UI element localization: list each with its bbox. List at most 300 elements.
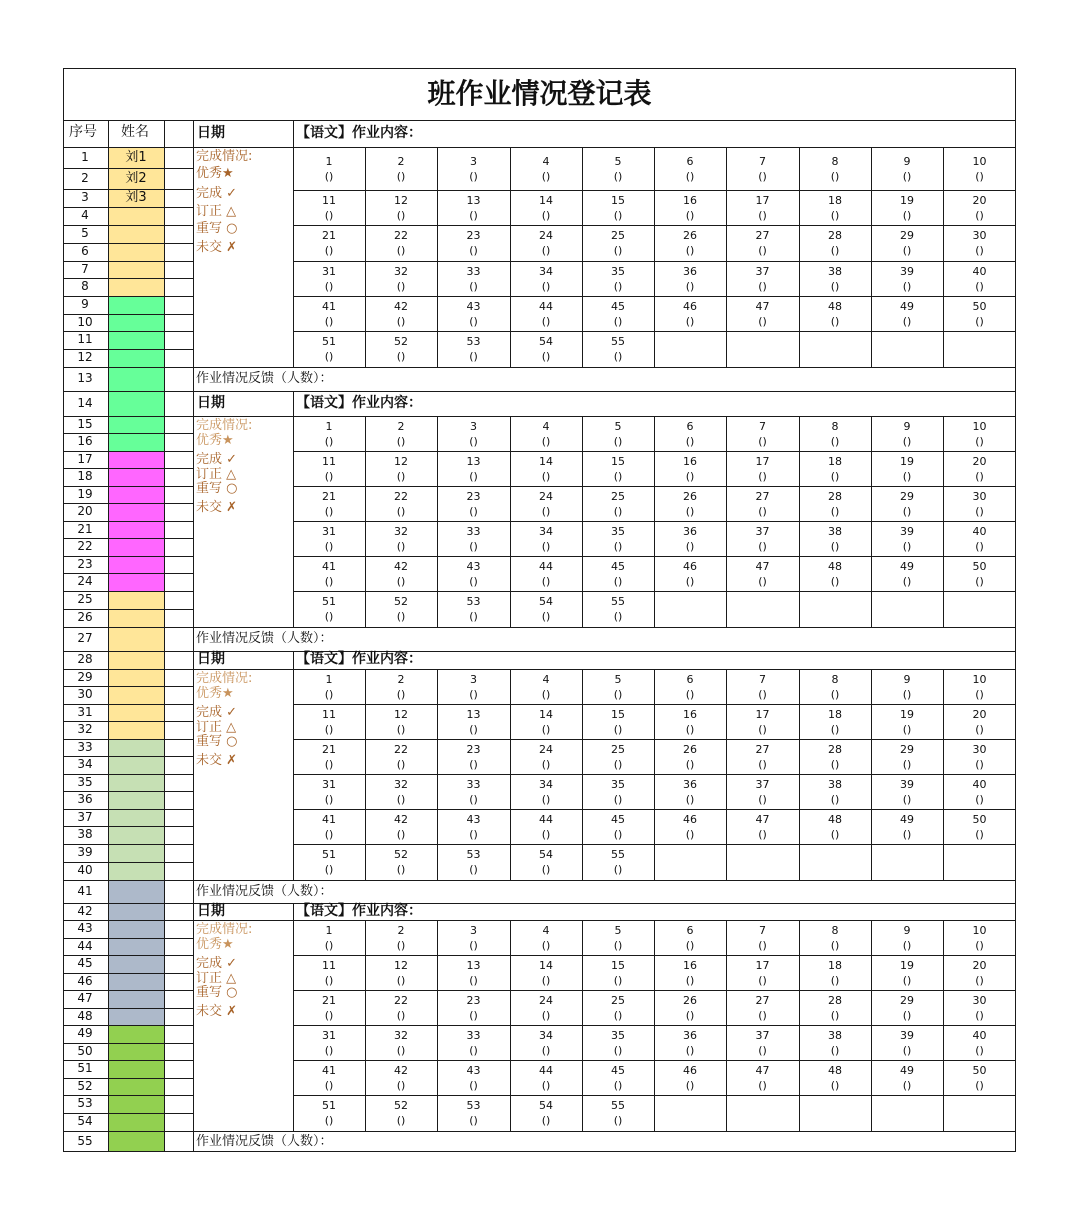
homework-cell[interactable] (871, 419, 943, 449)
homework-mark: () (541, 1078, 551, 1092)
homework-cell[interactable] (365, 299, 437, 329)
homework-cell[interactable] (726, 454, 799, 484)
homework-cell[interactable] (943, 1063, 1016, 1093)
homework-cell[interactable] (293, 847, 365, 877)
homework-cell[interactable] (582, 334, 654, 364)
homework-cell[interactable] (726, 524, 799, 554)
homework-cell[interactable] (799, 193, 871, 223)
homework-cell[interactable] (943, 419, 1016, 449)
homework-cell[interactable] (871, 454, 943, 484)
homework-cell[interactable] (293, 299, 365, 329)
homework-cell[interactable] (582, 154, 654, 184)
homework-cell[interactable] (654, 524, 726, 554)
legend-item: 未交 ✗ (196, 1004, 238, 1019)
homework-cell[interactable] (293, 594, 365, 624)
grid-col-line (582, 669, 583, 880)
homework-cell[interactable] (510, 193, 582, 223)
homework-cell[interactable] (582, 594, 654, 624)
homework-cell[interactable] (365, 559, 437, 589)
homework-cell[interactable] (943, 559, 1016, 589)
homework-cell[interactable] (871, 707, 943, 737)
homework-number: 40 (972, 777, 987, 791)
homework-cell[interactable] (293, 264, 365, 294)
homework-cell[interactable] (293, 489, 365, 519)
homework-cell[interactable] (365, 1063, 437, 1093)
homework-cell[interactable] (726, 672, 799, 702)
homework-cell[interactable] (654, 454, 726, 484)
homework-cell[interactable] (871, 264, 943, 294)
homework-cell[interactable] (654, 264, 726, 294)
homework-cell[interactable] (293, 777, 365, 807)
homework-cell[interactable] (510, 812, 582, 842)
homework-mark: () (830, 539, 840, 553)
homework-cell[interactable] (510, 707, 582, 737)
homework-cell[interactable] (799, 489, 871, 519)
student-name[interactable]: 刘2 (125, 170, 147, 186)
homework-cell[interactable] (943, 264, 1016, 294)
homework-mark: () (541, 350, 551, 363)
homework-cell[interactable] (293, 923, 365, 953)
homework-cell[interactable] (365, 1098, 437, 1128)
homework-cell[interactable] (293, 958, 365, 988)
homework-cell[interactable] (437, 1098, 510, 1128)
homework-cell[interactable] (943, 524, 1016, 554)
homework-cell[interactable] (654, 228, 726, 258)
homework-cell[interactable] (654, 923, 726, 953)
homework-cell[interactable] (799, 993, 871, 1023)
homework-cell[interactable] (943, 193, 1016, 223)
homework-mark: () (975, 314, 984, 328)
homework-cell[interactable] (799, 1028, 871, 1058)
homework-cell[interactable] (726, 993, 799, 1023)
homework-cell[interactable] (437, 334, 510, 364)
homework-number: 51 (322, 335, 336, 348)
homework-cell[interactable] (510, 742, 582, 772)
homework-cell[interactable] (293, 1028, 365, 1058)
homework-number: 41 (322, 559, 336, 573)
homework-cell[interactable] (726, 812, 799, 842)
homework-cell[interactable] (293, 334, 365, 364)
homework-cell[interactable] (582, 524, 654, 554)
homework-cell[interactable] (654, 707, 726, 737)
homework-cell[interactable] (437, 559, 510, 589)
homework-mark: () (758, 973, 767, 987)
homework-number: 17 (755, 454, 770, 468)
homework-cell[interactable] (293, 742, 365, 772)
homework-cell[interactable] (510, 419, 582, 449)
homework-cell[interactable] (943, 228, 1016, 258)
homework-cell[interactable] (437, 1063, 510, 1093)
homework-cell[interactable] (437, 419, 510, 449)
homework-cell[interactable] (582, 923, 654, 953)
homework-mark: () (613, 244, 623, 257)
homework-cell[interactable] (293, 559, 365, 589)
homework-cell[interactable] (365, 264, 437, 294)
homework-cell[interactable] (654, 1063, 726, 1093)
homework-mark: () (541, 279, 551, 293)
homework-mark: () (469, 314, 478, 328)
grid-col-line (582, 920, 583, 1131)
homework-cell[interactable] (582, 264, 654, 294)
homework-cell[interactable] (943, 489, 1016, 519)
homework-cell[interactable] (726, 154, 799, 184)
homework-cell[interactable] (654, 812, 726, 842)
homework-cell[interactable] (726, 1063, 799, 1093)
homework-mark: () (685, 314, 695, 328)
homework-number: 39 (900, 524, 914, 538)
grid-col-line (654, 669, 655, 880)
homework-cell[interactable] (582, 777, 654, 807)
grid-col-line (582, 416, 583, 627)
homework-cell[interactable] (654, 299, 726, 329)
homework-mark: () (324, 574, 334, 588)
homework-cell[interactable] (726, 777, 799, 807)
homework-cell[interactable] (510, 1028, 582, 1058)
homework-cell[interactable] (654, 672, 726, 702)
homework-cell[interactable] (582, 299, 654, 329)
homework-cell[interactable] (799, 228, 871, 258)
homework-cell[interactable] (799, 299, 871, 329)
homework-mark: () (396, 244, 406, 257)
homework-cell[interactable] (437, 1028, 510, 1058)
homework-cell[interactable] (437, 154, 510, 184)
homework-mark: () (396, 1008, 406, 1022)
homework-cell[interactable] (871, 1063, 943, 1093)
homework-cell[interactable] (365, 489, 437, 519)
homework-cell[interactable] (726, 489, 799, 519)
homework-cell[interactable] (871, 923, 943, 953)
homework-cell[interactable] (510, 847, 582, 877)
homework-cell[interactable] (943, 993, 1016, 1023)
homework-mark: () (541, 973, 551, 987)
homework-cell[interactable] (293, 812, 365, 842)
homework-mark: () (902, 169, 912, 183)
homework-cell[interactable] (510, 559, 582, 589)
homework-cell[interactable] (293, 672, 365, 702)
student-number: 4 (81, 208, 89, 222)
homework-cell[interactable] (799, 777, 871, 807)
homework-cell[interactable] (293, 707, 365, 737)
homework-cell[interactable] (510, 489, 582, 519)
student-name[interactable]: 刘1 (125, 149, 147, 165)
homework-cell[interactable] (726, 264, 799, 294)
homework-cell[interactable] (943, 777, 1016, 807)
homework-mark: () (396, 827, 406, 841)
homework-number: 8 (831, 923, 839, 937)
homework-cell[interactable] (726, 299, 799, 329)
homework-cell[interactable] (365, 993, 437, 1023)
homework-cell[interactable] (582, 812, 654, 842)
homework-mark: () (758, 469, 767, 483)
homework-cell[interactable] (365, 594, 437, 624)
homework-cell[interactable] (871, 993, 943, 1023)
homework-cell[interactable] (510, 1098, 582, 1128)
homework-cell[interactable] (943, 299, 1016, 329)
homework-cell[interactable] (365, 847, 437, 877)
homework-number: 4 (542, 419, 550, 433)
homework-cell[interactable] (437, 847, 510, 877)
homework-cell[interactable] (437, 812, 510, 842)
homework-cell[interactable] (871, 777, 943, 807)
homework-mark: () (469, 863, 478, 876)
homework-number: 21 (322, 489, 336, 503)
homework-cell[interactable] (293, 154, 365, 184)
homework-number: 31 (322, 1028, 336, 1042)
homework-cell[interactable] (582, 672, 654, 702)
homework-cell[interactable] (293, 193, 365, 223)
homework-cell[interactable] (654, 742, 726, 772)
homework-cell[interactable] (799, 1063, 871, 1093)
homework-cell[interactable] (293, 228, 365, 258)
homework-cell[interactable] (293, 524, 365, 554)
homework-cell[interactable] (582, 1028, 654, 1058)
homework-cell[interactable] (437, 958, 510, 988)
homework-number: 10 (972, 923, 987, 937)
grid-col-line (871, 669, 872, 880)
homework-cell[interactable] (293, 1098, 365, 1128)
homework-cell[interactable] (437, 454, 510, 484)
homework-cell[interactable] (365, 334, 437, 364)
subject-content-label: 【语文】作业内容： (296, 394, 422, 411)
homework-cell[interactable] (510, 454, 582, 484)
homework-cell[interactable] (654, 993, 726, 1023)
homework-cell[interactable] (293, 993, 365, 1023)
subject-content-label: 【语文】作业内容： (296, 651, 422, 667)
homework-cell[interactable] (654, 193, 726, 223)
homework-cell[interactable] (582, 847, 654, 877)
homework-cell[interactable] (437, 742, 510, 772)
homework-cell[interactable] (365, 524, 437, 554)
homework-cell[interactable] (654, 154, 726, 184)
homework-cell[interactable] (871, 524, 943, 554)
homework-cell[interactable] (871, 489, 943, 519)
homework-cell[interactable] (437, 707, 510, 737)
homework-cell[interactable] (437, 777, 510, 807)
homework-cell[interactable] (365, 812, 437, 842)
homework-cell[interactable] (582, 489, 654, 519)
homework-mark: () (975, 169, 984, 183)
homework-mark: () (830, 792, 840, 806)
homework-number: 42 (394, 299, 408, 313)
homework-cell[interactable] (943, 923, 1016, 953)
homework-cell[interactable] (799, 707, 871, 737)
homework-number: 29 (900, 993, 914, 1007)
homework-mark: () (685, 539, 695, 553)
homework-cell[interactable] (871, 193, 943, 223)
homework-cell[interactable] (654, 559, 726, 589)
homework-cell[interactable] (943, 1028, 1016, 1058)
homework-cell[interactable] (871, 958, 943, 988)
student-name[interactable]: 刘3 (125, 190, 147, 205)
homework-cell[interactable] (365, 958, 437, 988)
date-label: 日期 (197, 902, 225, 919)
homework-cell[interactable] (437, 672, 510, 702)
homework-number: 40 (972, 1028, 987, 1042)
homework-cell[interactable] (582, 742, 654, 772)
homework-cell[interactable] (365, 1028, 437, 1058)
homework-cell[interactable] (365, 742, 437, 772)
homework-cell[interactable] (582, 193, 654, 223)
student-number: 45 (77, 956, 93, 970)
homework-cell[interactable] (871, 228, 943, 258)
homework-mark: () (469, 757, 478, 771)
homework-cell[interactable] (437, 489, 510, 519)
homework-cell[interactable] (510, 777, 582, 807)
homework-cell[interactable] (943, 672, 1016, 702)
homework-number: 22 (394, 993, 408, 1007)
homework-cell[interactable] (510, 228, 582, 258)
homework-cell[interactable] (654, 777, 726, 807)
homework-cell[interactable] (726, 559, 799, 589)
homework-cell[interactable] (943, 707, 1016, 737)
student-number: 11 (77, 332, 93, 346)
homework-cell[interactable] (726, 742, 799, 772)
homework-cell[interactable] (871, 742, 943, 772)
homework-cell[interactable] (293, 1063, 365, 1093)
homework-cell[interactable] (582, 1063, 654, 1093)
homework-cell[interactable] (943, 742, 1016, 772)
homework-mark: () (324, 279, 334, 293)
student-number: 47 (77, 991, 93, 1005)
homework-cell[interactable] (365, 707, 437, 737)
homework-number: 14 (539, 454, 553, 468)
homework-cell[interactable] (726, 958, 799, 988)
homework-cell[interactable] (365, 777, 437, 807)
homework-cell[interactable] (726, 923, 799, 953)
homework-mark: () (758, 434, 767, 448)
homework-cell[interactable] (510, 672, 582, 702)
homework-cell[interactable] (437, 993, 510, 1023)
student-number: 53 (77, 1096, 93, 1110)
homework-cell[interactable] (726, 707, 799, 737)
homework-cell[interactable] (437, 228, 510, 258)
homework-cell[interactable] (871, 154, 943, 184)
student-number: 25 (77, 592, 93, 606)
homework-number: 54 (539, 1099, 553, 1112)
homework-cell[interactable] (582, 454, 654, 484)
homework-number: 19 (900, 454, 914, 468)
homework-cell[interactable] (654, 958, 726, 988)
homework-mark: () (758, 722, 767, 736)
homework-cell[interactable] (654, 419, 726, 449)
homework-cell[interactable] (510, 594, 582, 624)
homework-cell[interactable] (437, 299, 510, 329)
homework-cell[interactable] (799, 812, 871, 842)
homework-cell[interactable] (799, 559, 871, 589)
homework-cell[interactable] (799, 958, 871, 988)
homework-mark: () (613, 757, 623, 771)
homework-number: 4 (542, 672, 550, 686)
homework-cell[interactable] (943, 154, 1016, 184)
homework-cell[interactable] (365, 672, 437, 702)
homework-cell[interactable] (871, 812, 943, 842)
homework-cell[interactable] (871, 299, 943, 329)
homework-cell[interactable] (510, 524, 582, 554)
homework-number: 31 (322, 264, 336, 278)
homework-cell[interactable] (582, 559, 654, 589)
homework-cell[interactable] (510, 958, 582, 988)
grid-col-line (510, 416, 511, 627)
homework-number: 20 (972, 958, 987, 972)
homework-cell[interactable] (799, 264, 871, 294)
homework-mark: () (613, 687, 623, 701)
homework-cell[interactable] (799, 154, 871, 184)
homework-cell[interactable] (799, 454, 871, 484)
homework-number: 33 (466, 264, 481, 278)
homework-cell[interactable] (799, 524, 871, 554)
homework-cell[interactable] (582, 958, 654, 988)
homework-cell[interactable] (437, 524, 510, 554)
homework-cell[interactable] (510, 1063, 582, 1093)
homework-mark: () (396, 863, 406, 876)
homework-number: 49 (900, 299, 914, 313)
homework-cell[interactable] (871, 672, 943, 702)
homework-cell[interactable] (871, 559, 943, 589)
homework-number: 50 (972, 299, 987, 313)
homework-cell[interactable] (437, 264, 510, 294)
homework-cell[interactable] (654, 489, 726, 519)
homework-cell[interactable] (510, 993, 582, 1023)
homework-mark: () (396, 539, 406, 553)
homework-mark: () (902, 244, 912, 257)
homework-cell[interactable] (582, 1098, 654, 1128)
homework-cell[interactable] (582, 419, 654, 449)
homework-mark: () (324, 169, 334, 183)
homework-cell[interactable] (365, 923, 437, 953)
homework-cell[interactable] (943, 958, 1016, 988)
homework-cell[interactable] (365, 154, 437, 184)
homework-cell[interactable] (510, 334, 582, 364)
homework-cell[interactable] (365, 419, 437, 449)
homework-cell[interactable] (582, 707, 654, 737)
homework-cell[interactable] (871, 1028, 943, 1058)
legend-item: 订正 △ (196, 971, 237, 986)
homework-cell[interactable] (365, 454, 437, 484)
homework-cell[interactable] (726, 193, 799, 223)
homework-cell[interactable] (726, 1028, 799, 1058)
homework-cell[interactable] (582, 993, 654, 1023)
homework-cell[interactable] (726, 228, 799, 258)
homework-cell[interactable] (726, 419, 799, 449)
homework-cell[interactable] (799, 419, 871, 449)
homework-cell[interactable] (293, 454, 365, 484)
homework-cell[interactable] (437, 594, 510, 624)
homework-cell[interactable] (799, 923, 871, 953)
homework-cell[interactable] (799, 672, 871, 702)
homework-cell[interactable] (943, 454, 1016, 484)
homework-cell[interactable] (799, 742, 871, 772)
homework-cell[interactable] (437, 923, 510, 953)
homework-cell[interactable] (582, 228, 654, 258)
homework-cell[interactable] (437, 193, 510, 223)
student-number: 42 (77, 903, 93, 918)
homework-mark: () (324, 208, 334, 222)
homework-cell[interactable] (654, 1028, 726, 1058)
homework-cell[interactable] (510, 154, 582, 184)
homework-cell[interactable] (510, 299, 582, 329)
homework-cell[interactable] (293, 419, 365, 449)
homework-cell[interactable] (365, 193, 437, 223)
homework-cell[interactable] (510, 923, 582, 953)
homework-number: 26 (683, 489, 697, 503)
homework-cell[interactable] (510, 264, 582, 294)
student-number: 3 (81, 190, 89, 204)
grid-col-line (943, 669, 944, 880)
homework-cell[interactable] (365, 228, 437, 258)
homework-cell[interactable] (943, 812, 1016, 842)
homework-mark: () (324, 827, 334, 841)
grid-col-line (437, 669, 438, 880)
